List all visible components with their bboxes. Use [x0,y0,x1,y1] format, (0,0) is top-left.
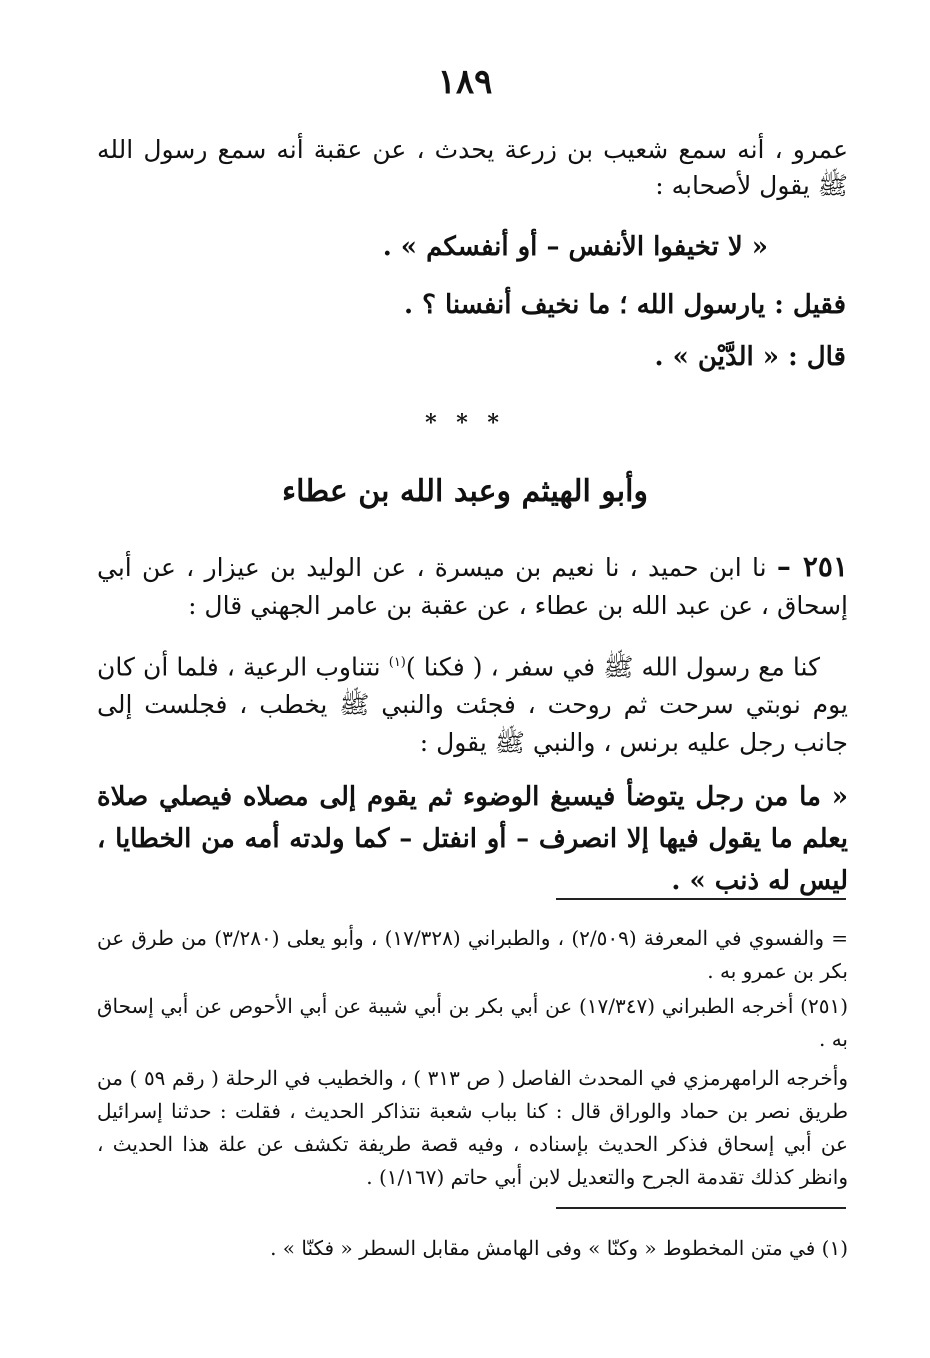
notes-divider [556,898,846,900]
footnote-divider [556,1207,846,1209]
entry-isnad [97,548,848,625]
entry-number: ٢٥١ – [776,550,849,583]
hadith-line-1: « لا تخيفوا الأنفس – أو أنفسكم » . [382,232,768,262]
top-paragraph: عمرو ، أنه سمع شعيب بن زرعة يحدث ، عن عقبة أنه سمع رسول الله ﷺ يقول لأصحابه : [97,135,848,200]
entry-narrative-b: نتناوب الرعية ، فلما أن كان يوم نوبتي سرحت ثم روحت ، فجئت والنبي ﷺ يخطب ، فجلست إلى جانب رجل عليه برنس ، والنبي ﷺ يقول : [97,652,848,758]
entry-isnad-text: نا ابن حميد ، نا نعيم بن ميسرة ، عن الوليد بن عيزار ، عن أبي إسحاق ، عن عبد الله بن عطاء ، عن عقبة بن عامر الجهني قال : [97,553,848,620]
entry-hadith-text: « ما من رجل يتوضأ فيسبغ الوضوء ثم يقوم إلى مصلاه فيصلي صلاة يعلم ما يقول فيها إلا انصرف – أو انفتل – كما ولدته أمه من الخطايا ، ليس له ذنب » . [97,782,848,896]
footnote-1: (١) في متن المخطوط « وكنّا » وفى الهامش مقابل السطر « فكنّا » . [270,1236,848,1260]
note-continuation: = والفسوي في المعرفة (٢/٥٠٩) ، والطبراني (١٧/٣٢٨) ، وأبو يعلى (٣/٢٨٠) من طرق عن بكر بن عمرو به . [97,926,849,983]
note-251-b: وأخرجه الرامهرمزي في المحدث الفاصل ( ص ٣١٣ ) ، والخطيب في الرحلة ( رقم ٥٩ ) من طريق نصر بن حماد والوراق قال : كنا بباب شعبة نتذاكر الحديث ، فقلت : حدثنا إسرائيل عن أبي إسحاق فذكر الحديث بإسناده ، وفيه قصة طريفة تكشف عن علة هذا الحديث ، وانظر كذلك تقدمة الجرح والتعديل لابن أبي حاتم (١/١٦٧) . [97,1066,849,1189]
note-251-a: (٢٥١) أخرجه الطبراني (١٧/٣٤٧) عن أبي بكر بن أبي شيبة عن أبي الأحوص عن أبي إسحاق به . [97,994,848,1051]
hadith-line-3: قال : « الدَّيْن » . [654,342,846,372]
page-number: ١٨٩ [437,62,493,102]
entry-narrative-a: كنا مع رسول الله ﷺ في سفر ، ( فكنا ) [405,652,820,682]
section-separator: * * * [425,410,505,436]
section-title: وأبو الهيثم وعبد الله بن عطاء [282,474,648,509]
hadith-line-2: فقيل : يارسول الله ؛ ما نخيف أنفسنا ؟ . [403,290,846,320]
footnote-marker: (١) [388,655,406,670]
entry-narrative [97,644,848,762]
